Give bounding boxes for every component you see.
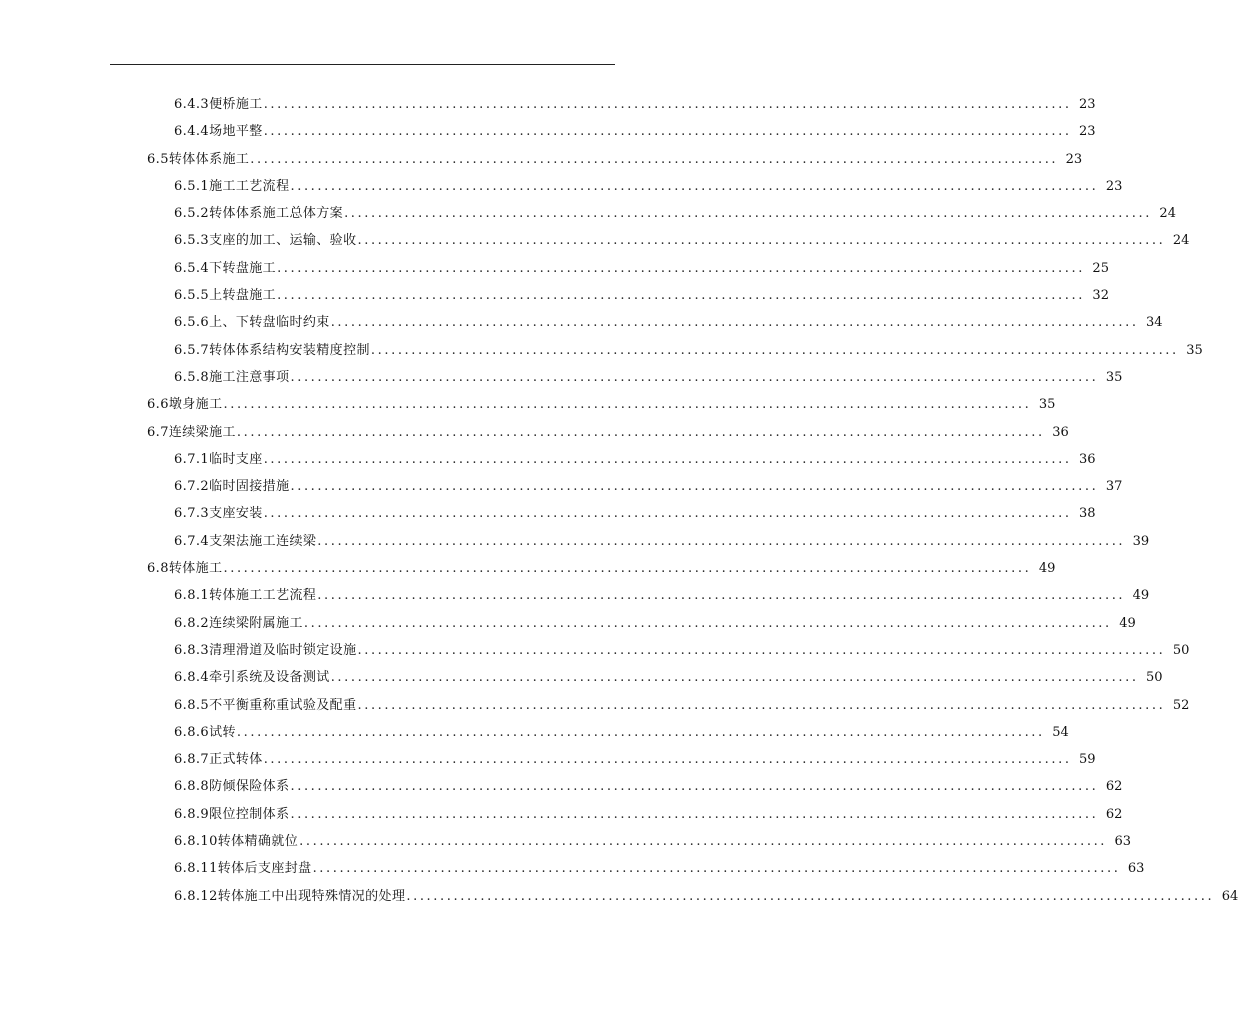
toc-page-number: 37 [1105,479,1123,495]
toc-entry[interactable] [0,883,1238,910]
toc-entry[interactable] [0,200,1176,227]
toc-dot-leader: ........................................................................................................................ [263,752,1072,768]
toc-page-number: 49 [1132,588,1150,604]
toc-dot-leader: ........................................................................................................................ [330,315,1139,331]
toc-entry-title: 6.4.4场地平整 [174,124,263,140]
toc-entry-title: 6.8.8防倾保险体系 [174,779,290,795]
header-rule [110,64,615,65]
toc-dot-leader: ........................................................................................................................ [277,260,1085,276]
toc-entry-title: 6.5.1施工工艺流程 [174,178,290,194]
toc-dot-leader: ........................................................................................................................ [236,724,1045,740]
toc-dot-leader: ........................................................................................................................ [236,424,1045,440]
toc-entry[interactable] [0,664,1163,691]
toc-page-number: 35 [1186,342,1203,358]
toc-entry-title: 6.5.8施工注意事项 [174,369,290,385]
toc-entry[interactable] [0,719,1069,746]
toc-dot-leader: ........................................................................................................................ [344,206,1152,222]
toc-entry[interactable] [0,146,1083,173]
toc-entry[interactable] [0,255,1109,282]
toc-entry[interactable] [0,473,1123,500]
toc-dot-leader: ........................................................................................................................ [290,779,1099,795]
toc-dot-leader: ........................................................................................................................ [312,861,1121,877]
toc-entry-title: 6.8.11转体后支座封盘 [174,861,312,877]
toc-page-number: 36 [1079,451,1096,467]
toc-page-number: 54 [1052,724,1069,740]
toc-page-number: 49 [1038,561,1056,577]
toc-dot-leader: ........................................................................................................................ [250,151,1059,167]
toc-entry[interactable] [0,173,1123,200]
toc-entry-title: 6.8.10转体精确就位 [174,834,299,850]
toc-dot-leader: ........................................................................................................................ [263,124,1072,140]
toc-entry-title: 6.7.4支架法施工连续梁 [174,533,317,549]
toc-dot-leader: ........................................................................................................................ [263,506,1072,522]
toc-entry[interactable] [0,773,1123,800]
toc-page-number: 63 [1114,834,1132,850]
toc-entry-title: 6.8.2连续梁附属施工 [174,615,303,631]
toc-entry[interactable] [0,692,1190,719]
toc-dot-leader: ........................................................................................................................ [357,233,1166,249]
toc-entry-title: 6.8.3清理滑道及临时锁定设施 [174,642,357,658]
toc-page-number: 63 [1127,861,1145,877]
toc-entry[interactable] [0,855,1145,882]
toc-page-number: 35 [1038,397,1056,413]
toc-entry[interactable] [0,309,1163,336]
toc-dot-leader: ........................................................................................................................ [299,834,1108,850]
toc-entry-title: 6.6墩身施工 [147,397,223,413]
toc-page-number: 39 [1132,533,1150,549]
toc-entry[interactable] [0,91,1096,118]
toc-entry[interactable] [0,828,1132,855]
toc-dot-leader: ........................................................................................................................ [290,178,1099,194]
toc-dot-leader: ........................................................................................................................ [317,588,1126,604]
toc-entry[interactable] [0,446,1096,473]
toc-entry-title: 6.7.1临时支座 [174,451,263,467]
toc-entry-title: 6.8.5不平衡重称重试验及配重 [174,697,357,713]
toc-page-number: 49 [1119,615,1136,631]
toc-entry[interactable] [0,582,1150,609]
toc-entry-title: 6.5.7转体体系结构安装精度控制 [174,342,370,358]
toc-entry-title: 6.5.4下转盘施工 [174,260,277,276]
toc-page-number: 50 [1146,670,1163,686]
toc-entry[interactable] [0,555,1056,582]
toc-entry-title: 6.7连续梁施工 [147,424,236,440]
toc-entry[interactable] [0,364,1123,391]
toc-page-number: 52 [1172,697,1190,713]
toc-entry-title: 6.8.9限位控制体系 [174,806,290,822]
toc-entry[interactable] [0,419,1069,446]
toc-dot-leader: ........................................................................................................................ [223,561,1032,577]
toc-entry-title: 6.5.5上转盘施工 [174,288,277,304]
toc-dot-leader: ........................................................................................................................ [263,97,1072,112]
toc-page-number: 59 [1079,752,1096,768]
toc-page-number: 34 [1146,315,1163,331]
toc-entry-title: 6.5.6上、下转盘临时约束 [174,315,330,331]
toc-dot-leader: ........................................................................................................................ [370,342,1179,358]
toc-entry-title: 6.8.12转体施工中出现特殊情况的处理 [174,888,406,904]
toc-page-number: 36 [1052,424,1069,440]
toc-page-number: 64 [1221,888,1238,904]
toc-dot-leader: ........................................................................................................................ [303,615,1112,631]
toc-entry[interactable] [0,227,1190,254]
toc-entry-title: 6.8.7正式转体 [174,752,263,768]
toc-dot-leader: ........................................................................................................................ [317,533,1126,549]
toc-entry-title: 6.8.6试转 [174,724,236,740]
toc-dot-leader: ........................................................................................................................ [290,806,1099,822]
table-of-contents [0,91,1238,910]
toc-entry-title: 6.8转体施工 [147,561,223,577]
toc-page-number: 32 [1092,288,1109,304]
toc-page-number: 23 [1079,97,1096,112]
toc-entry[interactable] [0,801,1123,828]
toc-dot-leader: ........................................................................................................................ [406,888,1215,904]
toc-dot-leader: ........................................................................................................................ [277,288,1085,304]
toc-entry-title: 6.5.3支座的加工、运输、验收 [174,233,357,249]
toc-page-number: 24 [1172,233,1190,249]
toc-entry[interactable] [0,500,1096,527]
toc-entry-title: 6.8.4牵引系统及设备测试 [174,670,330,686]
toc-entry[interactable] [0,337,1203,364]
toc-entry[interactable] [0,610,1136,637]
toc-dot-leader: ........................................................................................................................ [357,642,1166,658]
toc-entry-title: 6.7.3支座安装 [174,506,263,522]
toc-dot-leader: ........................................................................................................................ [357,697,1166,713]
toc-entry-title: 6.8.1转体施工工艺流程 [174,588,317,604]
toc-entry[interactable] [0,637,1190,664]
toc-entry-title: 6.4.3便桥施工 [174,97,263,112]
toc-entry-title: 6.7.2临时固接措施 [174,479,290,495]
toc-page-number: 23 [1065,151,1083,167]
toc-dot-leader: ........................................................................................................................ [330,670,1139,686]
toc-entry-title: 6.5.2转体体系施工总体方案 [174,206,344,222]
toc-entry[interactable] [0,118,1096,145]
toc-page-number: 23 [1105,178,1123,194]
toc-page-number: 62 [1105,806,1123,822]
toc-page-number: 62 [1105,779,1123,795]
toc-dot-leader: ........................................................................................................................ [223,397,1032,413]
toc-page-number: 38 [1079,506,1096,522]
toc-entry[interactable] [0,746,1096,773]
toc-entry[interactable] [0,282,1109,309]
toc-page-number: 23 [1079,124,1096,140]
toc-page-number: 24 [1159,206,1176,222]
toc-entry[interactable] [0,528,1150,555]
toc-dot-leader: ........................................................................................................................ [290,369,1099,385]
toc-entry[interactable] [0,391,1056,418]
toc-dot-leader: ........................................................................................................................ [263,451,1072,467]
toc-dot-leader: ........................................................................................................................ [290,479,1099,495]
toc-page-number: 35 [1105,369,1123,385]
toc-page-number: 25 [1092,260,1109,276]
toc-page-number: 50 [1172,642,1190,658]
toc-entry-title: 6.5转体体系施工 [147,151,250,167]
